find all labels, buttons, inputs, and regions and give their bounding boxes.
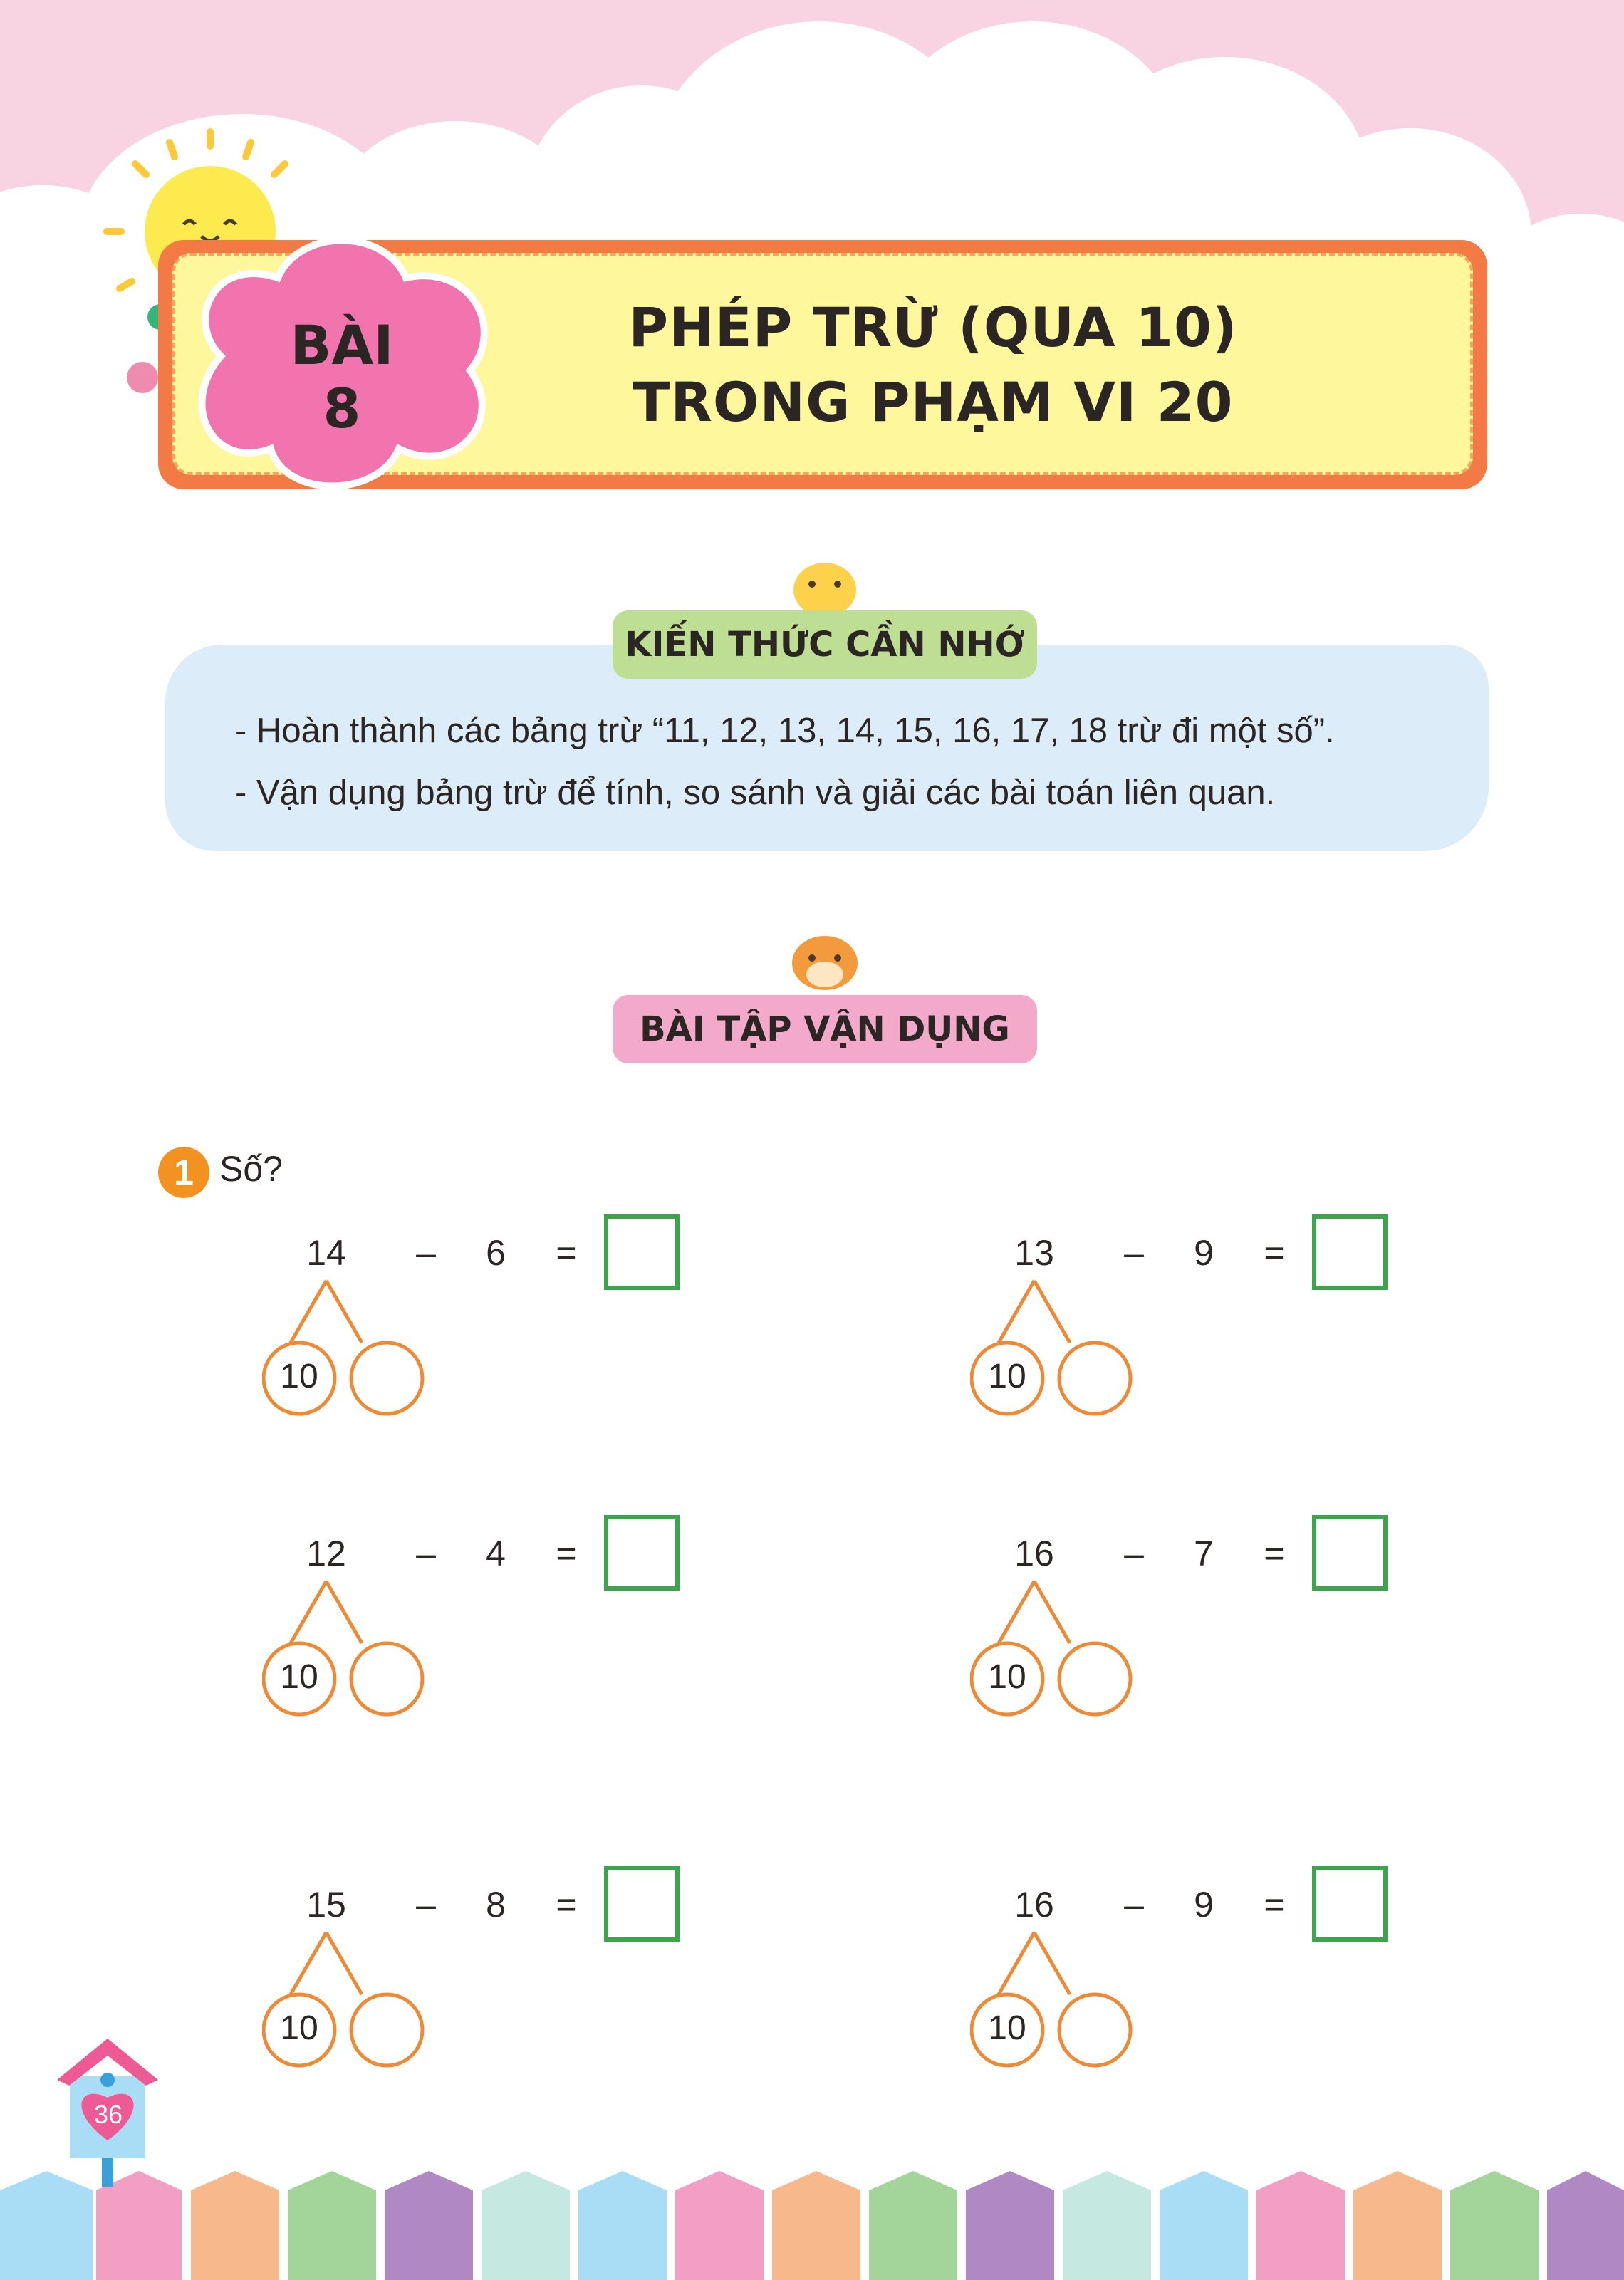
split-circle-ten-label: 10 xyxy=(280,1658,318,1696)
equals-sign: = xyxy=(556,1534,577,1573)
giraffe-icon xyxy=(793,563,856,617)
split-circle-ten-label: 10 xyxy=(988,2009,1026,2047)
split-circle-blank[interactable] xyxy=(1059,1343,1130,1414)
answer-box[interactable] xyxy=(1312,1866,1388,1942)
subtrahend: 9 xyxy=(1194,1885,1214,1925)
exercise-prompt: Số? xyxy=(219,1149,283,1189)
split-circle-ten-label: 10 xyxy=(280,1358,318,1395)
split-circle-blank[interactable] xyxy=(1059,1643,1130,1714)
minuend: 16 xyxy=(1014,1534,1054,1573)
equals-sign: = xyxy=(556,1885,577,1925)
equals-sign: = xyxy=(1264,1534,1285,1573)
split-circle-blank[interactable] xyxy=(351,1343,422,1414)
knowledge-line-2: - Vận dụng bảng trừ để tính, so sánh và giải các bài toán liên quan. xyxy=(235,774,1276,812)
minus-sign: – xyxy=(1124,1534,1144,1573)
answer-box[interactable] xyxy=(1312,1515,1388,1591)
hamster-icon xyxy=(792,936,858,990)
lesson-title-line2: TRONG PHẠM VI 20 xyxy=(633,370,1234,434)
equals-sign: = xyxy=(1264,1885,1285,1925)
equals-sign: = xyxy=(1264,1233,1285,1273)
split-circle-ten-label: 10 xyxy=(280,2009,318,2047)
lesson-label: BÀI 8 xyxy=(290,313,394,440)
knowledge-line-1: - Hoàn thành các bảng trừ “11, 12, 13, 14, 15, 16, 17, 18 trừ đi một số”. xyxy=(235,712,1335,750)
exercise-number-badge: 1 xyxy=(158,1147,209,1198)
minuend: 14 xyxy=(306,1233,346,1273)
minuend: 13 xyxy=(1014,1233,1054,1273)
minuend: 16 xyxy=(1014,1885,1054,1925)
minus-sign: – xyxy=(1124,1885,1144,1925)
split-circle-ten-label: 10 xyxy=(988,1358,1026,1395)
knowledge-heading: KIẾN THỨC CẦN NHỚ xyxy=(613,610,1037,679)
subtrahend: 7 xyxy=(1194,1534,1214,1573)
minus-sign: – xyxy=(416,1534,436,1573)
split-circle-blank[interactable] xyxy=(351,1994,422,2066)
answer-box[interactable] xyxy=(604,1515,680,1591)
answer-box[interactable] xyxy=(604,1214,680,1290)
answer-box[interactable] xyxy=(604,1866,680,1942)
minus-sign: – xyxy=(416,1233,436,1273)
minuend: 15 xyxy=(306,1885,346,1925)
practice-heading: BÀI TẬP VẬN DỤNG xyxy=(613,995,1037,1063)
subtrahend: 9 xyxy=(1194,1233,1214,1273)
minus-sign: – xyxy=(1124,1233,1144,1273)
subtrahend: 4 xyxy=(486,1534,506,1573)
split-circle-blank[interactable] xyxy=(351,1643,422,1714)
minuend: 12 xyxy=(306,1534,346,1573)
minus-sign: – xyxy=(416,1885,436,1925)
split-circle-blank[interactable] xyxy=(1059,1994,1130,2066)
subtrahend: 8 xyxy=(486,1885,506,1925)
subtrahend: 6 xyxy=(486,1233,506,1273)
fence-decoration xyxy=(0,2171,1624,2280)
equals-sign: = xyxy=(556,1233,577,1273)
split-circle-ten-label: 10 xyxy=(988,1658,1026,1696)
page-number: 36 xyxy=(93,2100,123,2129)
lesson-title-line1: PHÉP TRỪ (QUA 10) xyxy=(628,296,1238,359)
answer-box[interactable] xyxy=(1312,1214,1388,1290)
